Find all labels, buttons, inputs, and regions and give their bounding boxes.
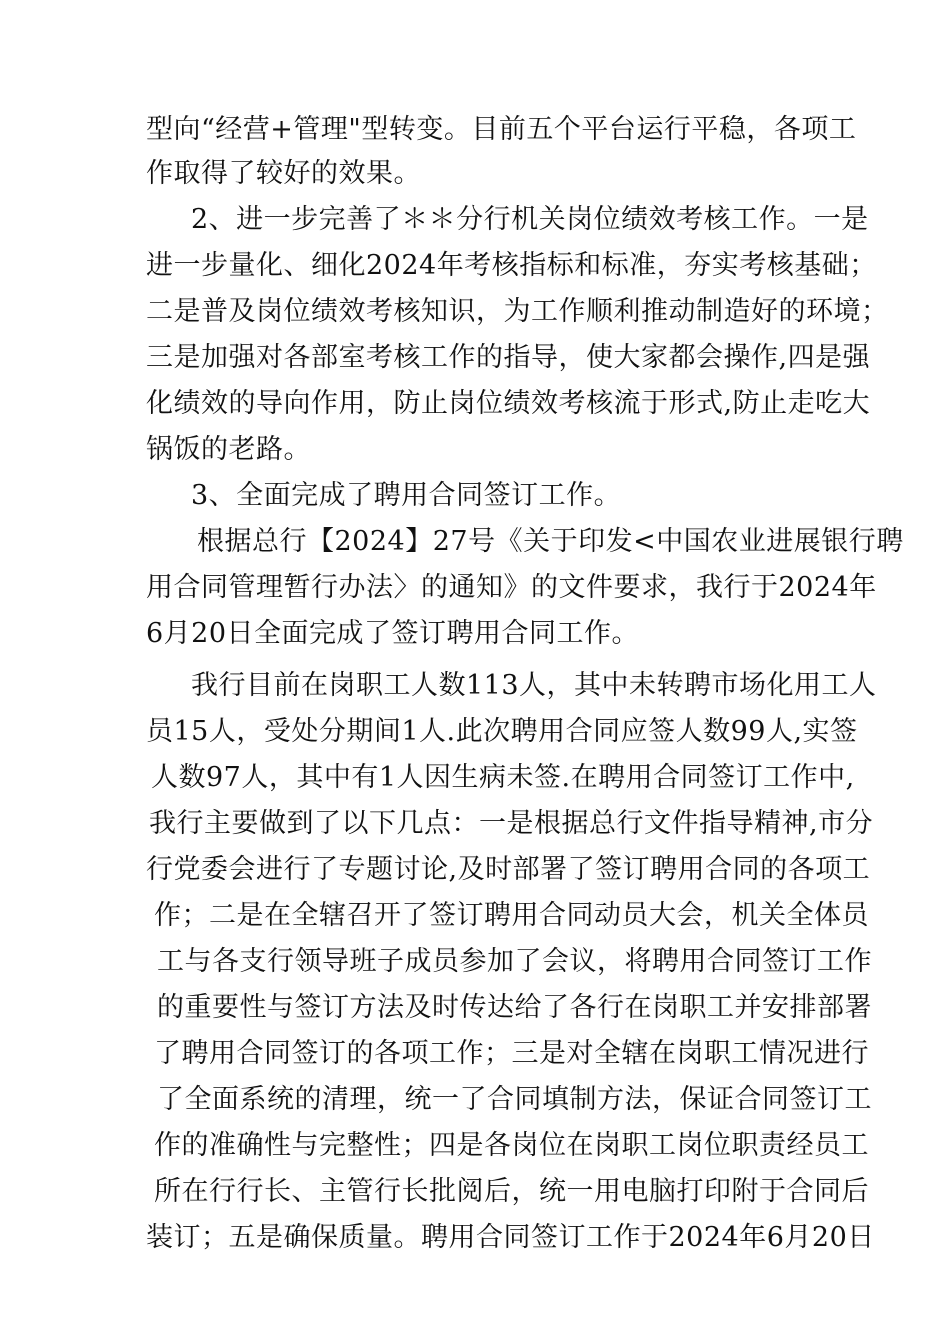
text-line: 化绩效的导向作用，防止岗位绩效考核流于形式,防止走吃大 — [146, 388, 871, 419]
text-line: 二是普及岗位绩效考核知识，为工作顺利推动制造好的环境； — [146, 296, 889, 327]
text-line: 用合同管理暂行办法〉的通知》的文件要求，我行于2024年 — [146, 572, 877, 603]
text-line: 行党委会进行了专题讨论,及时部署了签订聘用合同的各项工 — [146, 854, 871, 885]
text-line: 三是加强对各部室考核工作的指导，使大家都会操作,四是强 — [146, 342, 871, 373]
text-line: 工与各支行领导班子成员参加了会议，将聘用合同签订工作 — [157, 946, 872, 977]
text-line: 了聘用合同签订的各项工作；三是对全辖在岗职工情况进行 — [154, 1038, 869, 1069]
text-line: 2、进一步完善了＊＊分行机关岗位绩效考核工作。一是 — [191, 204, 869, 235]
text-line: 了全面系统的清理，统一了合同填制方法，保证合同签订工 — [157, 1084, 872, 1115]
section-heading: 3、全面完成了聘用合同签订工作。 — [191, 480, 622, 511]
text-line: 装订；五是确保质量。聘用合同签订工作于2024年6月20日 — [146, 1222, 875, 1253]
text-line: 6月20日全面完成了签订聘用合同工作。 — [146, 618, 640, 649]
text-line: 作取得了较好的效果。 — [146, 158, 421, 189]
text-line: 我行目前在岗职工人数113人，其中未转聘市场化用工人 — [191, 670, 877, 701]
text-line: 作；二是在全辖召开了签订聘用合同动员大会，机关全体员 — [154, 900, 869, 931]
text-line: 进一步量化、细化2024年考核指标和标准，夯实考核基础； — [146, 250, 877, 281]
text-line: 锅饭的老路。 — [146, 434, 311, 465]
text-line: 所在行行长、主管行长批阅后，统一用电脑打印附于合同后 — [154, 1176, 869, 1207]
text-line: 的重要性与签订方法及时传达给了各行在岗职工并安排部署 — [157, 992, 872, 1023]
text-line: 根据总行【2024】27号《关于印发<中国农业进展银行聘 — [197, 526, 904, 557]
text-line: 我行主要做到了以下几点：一是根据总行文件指导精神,市分 — [149, 808, 874, 839]
text-line: 型向“经营+管理"型转变。目前五个平台运行平稳，各项工 — [146, 114, 857, 145]
text-line: 作的准确性与完整性；四是各岗位在岗职工岗位职责经员工 — [154, 1130, 869, 1161]
text-line: 员15人，受处分期间1人.此次聘用合同应签人数99人,实签 — [146, 716, 858, 747]
text-line: 人数97人，其中有1人因生病未签.在聘用合同签订工作中, — [151, 762, 855, 793]
